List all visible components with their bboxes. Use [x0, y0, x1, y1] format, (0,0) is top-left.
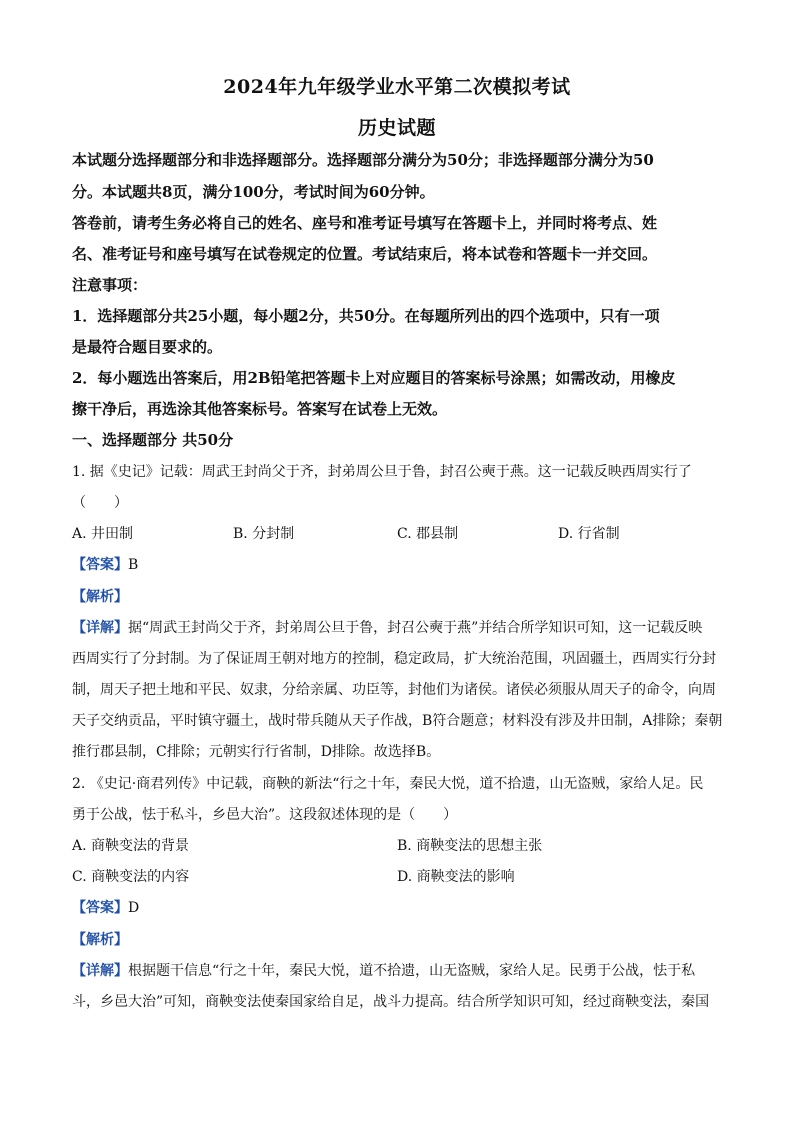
detail-text: 据“周武王封尚父于齐，封弟周公旦于鲁，封召公奭于燕”并结合所学知识可知，这一记载反映: [128, 620, 703, 636]
question-1-detail: 制，周天子把土地和平民、奴隶，分给亲属、功臣等，封他们为诸侯。诸侯必须服从周天子的命令，向周: [72, 682, 716, 698]
instruction-line: 擦干净后，再选涂其他答案标号。答案写在试卷上无效。: [72, 400, 448, 418]
instruction-heading: 注意事项：: [72, 276, 148, 294]
question-1-detail: 天子交纳贡品，平时镇守疆土，战时带兵随从天子作战，B符合题意；材料没有涉及井田制，A排除；秦朝: [72, 713, 723, 729]
instruction-line: 名、准考证号和座号填写在试卷规定的位置。考试结束后，将本试卷和答题卡一并交回。: [72, 245, 658, 263]
question-1-option-c: C. 郡县制: [397, 526, 459, 542]
instruction-line: 本试题分选择题部分和非选择题部分。选择题部分满分为50分；非选择题部分满分为50: [72, 151, 654, 169]
question-2-stem: 勇于公战，怯于私斗，乡邑大治”。这段叙述体现的是（ ）: [72, 807, 458, 823]
question-2-option-c: C. 商鞅变法的内容: [72, 869, 190, 885]
question-1-option-b: B. 分封制: [233, 526, 295, 542]
question-2-stem: 2. 《史记·商君列传》中记载，商鞅的新法“行之十年，秦民大悦，道不拾遗，山无盗贼，家给人足。民: [72, 776, 704, 792]
question-2-option-d: D. 商鞅变法的影响: [397, 869, 515, 885]
question-1-detail: 推行郡县制，C排除；元朝实行行省制，D排除。故选择B。: [72, 744, 441, 760]
question-2-detail: [72, 961, 732, 981]
question-1-detail: 西周实行了分封制。为了保证周王朝对地方的控制，稳定政局，扩大统治范围，巩固疆土，西周实行分封: [72, 651, 716, 667]
instruction-line: 1．选择题部分共25小题，每小题2分，共50分。在每题所列出的四个选项中，只有一项: [72, 307, 660, 325]
instruction-line: 是最符合题目要求的。: [72, 338, 223, 356]
question-1-analysis-row: [72, 587, 732, 607]
instruction-line: 答卷前，请考生务必将自己的姓名、座号和准考证号填写在答题卡上，并同时将考点、姓: [72, 214, 658, 232]
analysis-label: 【解析】: [72, 589, 128, 605]
detail-label: 【详解】: [72, 963, 128, 979]
question-1-answer: B: [128, 557, 139, 573]
question-2-analysis-row: [72, 930, 732, 950]
detail-label: 【详解】: [72, 620, 128, 636]
section-heading: 一、选择题部分 共50分: [72, 431, 234, 449]
question-1-stem: （ ）: [72, 495, 128, 511]
question-1-option-a: A. 井田制: [72, 526, 134, 542]
question-2-answer-row: [72, 898, 732, 918]
answer-label: 【答案】: [72, 557, 128, 573]
question-1-answer-row: [72, 555, 732, 575]
question-1-detail: [72, 618, 732, 638]
question-1-option-d: D. 行省制: [558, 526, 620, 542]
analysis-label: 【解析】: [72, 932, 128, 948]
question-2-option-a: A. 商鞅变法的背景: [72, 838, 190, 854]
instruction-line: 分。本试题共8页，满分100分，考试时间为60分钟。: [72, 183, 435, 201]
question-2-option-b: B. 商鞅变法的思想主张: [397, 838, 543, 854]
instruction-line: 2．每小题选出答案后，用2B铅笔把答题卡上对应题目的答案标号涂黑；如需改动，用橡皮: [72, 369, 676, 387]
detail-text: 根据题干信息“行之十年，秦民大悦，道不拾遗，山无盗贼，家给人足。民勇于公战，怯于私: [128, 963, 696, 979]
question-2-answer: D: [128, 900, 140, 916]
answer-label: 【答案】: [72, 900, 128, 916]
question-2-detail: 斗，乡邑大治”可知，商鞅变法使秦国家给自足，战斗力提高。结合所学知识可知，经过商鞅变法，秦国: [72, 994, 710, 1010]
question-1-stem: 1. 据《史记》记载：周武王封尚父于齐，封弟周公旦于鲁，封召公奭于燕。这一记载反映西周实行了: [72, 464, 692, 480]
exam-title: 2024年九年级学业水平第二次模拟考试: [223, 76, 571, 98]
subject-title: 历史试题: [357, 117, 436, 139]
